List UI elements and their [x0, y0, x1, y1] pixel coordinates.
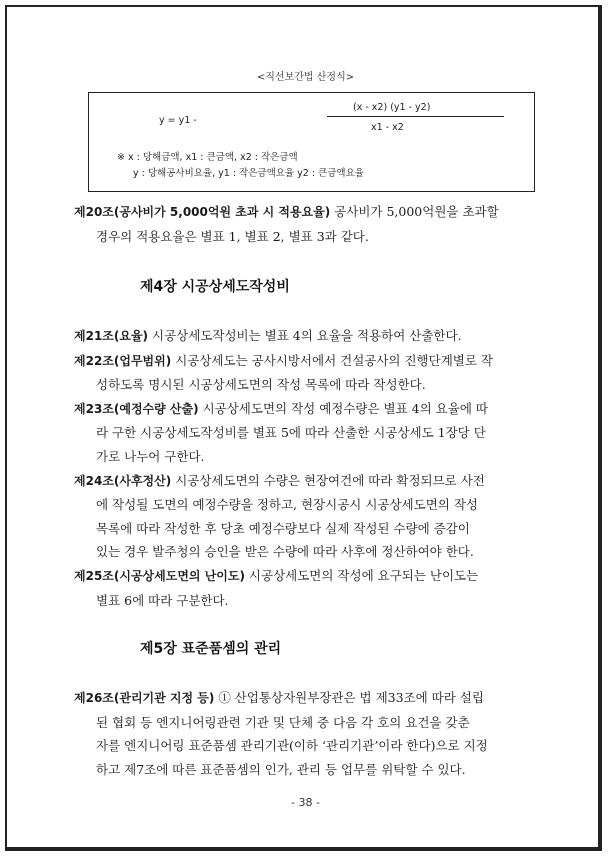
article-24-text-4: 있는 경우 발주청의 승인을 받은 수량에 따라 사후에 정산하여야 한다. — [96, 544, 474, 560]
article-24-text-2: 에 작성될 도면의 예정수량을 정하고, 현장시공시 시공상세도면의 작성 — [96, 497, 478, 513]
article-23-text-3: 가로 나누어 구한다. — [96, 448, 205, 464]
article-26-text-2: 된 협회 등 엔지니어링관련 기관 및 단체 중 다음 각 호의 요건을 갖춘 — [96, 714, 470, 730]
article-26-heading: 제26조(관리기관 지정 등) — [74, 691, 215, 705]
article-25-text-2: 별표 6에 따라 구분한다. — [96, 592, 229, 608]
article-20-heading: 제20조(공사비가 5,000억원 초과 시 적용요율) — [74, 205, 331, 219]
formula-lhs: y = y1 - — [159, 115, 197, 126]
formula-denominator: x1 - x2 — [371, 122, 404, 133]
fraction-line — [327, 116, 504, 117]
formula-numerator: (x - x2) (y1 - y2) — [353, 102, 431, 113]
article-24-text: 시공상세도면의 수량은 현장여건에 따라 확정되므로 사전 — [171, 472, 485, 488]
chapter-4-title: 제4장 시공상세도작성비 — [140, 279, 290, 295]
chapter-5-title: 제5장 표준품셈의 관리 — [140, 641, 282, 657]
article-21-heading: 제21조(요율) — [74, 329, 149, 343]
article-25-heading: 제25조(시공상세도면의 난이도) — [74, 568, 245, 583]
article-23-heading: 제23조(예정수량 산출) — [74, 401, 199, 416]
formula-caption: <직선보간법 산정식> — [256, 72, 355, 83]
article-22-text-2: 성하도록 명시된 시공상세도면의 작성 목록에 따라 작성한다. — [96, 377, 426, 393]
article-26-text: ① 산업통상자원부장관은 법 제33조에 따라 설립 — [214, 690, 484, 705]
article-23-text: 시공상세도면의 작성 예정수량은 별표 4의 요율에 따 — [198, 400, 488, 416]
formula-note-2: y : 당해공사비요율, y1 : 작은금액요율 y2 : 큰금액요율 — [133, 168, 364, 179]
page-number: - 38 - — [291, 796, 320, 809]
article-23-text-2: 라 구한 시공상세도작성비를 별표 5에 따라 산출한 시공상세도 1장당 단 — [96, 425, 486, 441]
article-24-text-3: 목록에 따라 작성한 후 당초 예정수량보다 실제 작성된 수량에 증감이 — [96, 520, 470, 536]
articles-21-25 — [74, 324, 544, 612]
article-26 — [74, 686, 544, 781]
article-22-heading: 제22조(업무범위) — [74, 353, 172, 368]
article-26-text-4: 하고 제7조에 따른 표준품셈의 인가, 관리 등 업무를 위탁할 수 있다. — [96, 761, 466, 777]
article-20 — [74, 200, 544, 248]
formula-box — [88, 92, 535, 192]
article-24-heading: 제24조(사후정산) — [74, 473, 172, 488]
formula-note-1: ※ x : 당해금액, x1 : 큰금액, x2 : 작은금액 — [117, 152, 298, 163]
article-20-text: 공사비가 5,000억원을 초과할 — [330, 204, 499, 219]
article-21-text: 시공상세도작성비는 별표 4의 요율을 적용하여 산출한다. — [148, 328, 462, 343]
article-20-text-2: 경우의 적용요율은 별표 1, 별표 2, 별표 3과 같다. — [96, 228, 369, 244]
article-22-text: 시공상세도는 공사시방서에서 건설공사의 진행단계별로 작 — [171, 352, 493, 368]
article-25-text: 시공상세도면의 작성에 요구되는 난이도는 — [244, 567, 479, 583]
article-26-text-3: 자를 엔지니어링 표준품셈 관리기관(이하 ‘관리기관’이라 한다)으로 지정 — [96, 738, 488, 754]
